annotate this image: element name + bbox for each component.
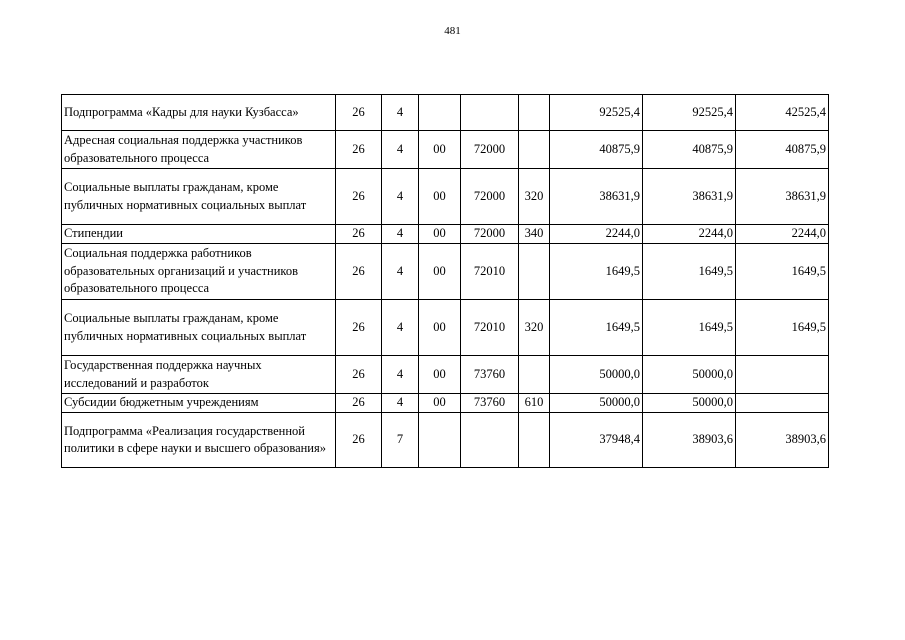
cell-program: 4 xyxy=(382,131,419,169)
cell-value-3: 40875,9 xyxy=(736,131,829,169)
table-row xyxy=(62,356,829,394)
cell-value-3: 2244,0 xyxy=(736,225,829,244)
cell-value-2: 1649,5 xyxy=(643,300,736,356)
cell-ministry: 26 xyxy=(336,131,382,169)
cell-program: 4 xyxy=(382,356,419,394)
cell-value-3: 38631,9 xyxy=(736,169,829,225)
table-row xyxy=(62,225,829,244)
row-name: Социальные выплаты гражданам, кроме публичных нормативных социальных выплат xyxy=(62,169,336,225)
cell-value-3: 42525,4 xyxy=(736,95,829,131)
cell-subprogram: 00 xyxy=(419,131,461,169)
cell-program: 4 xyxy=(382,169,419,225)
cell-value-3 xyxy=(736,394,829,413)
cell-ministry: 26 xyxy=(336,169,382,225)
cell-subprogram: 00 xyxy=(419,169,461,225)
cell-program: 4 xyxy=(382,95,419,131)
table-row xyxy=(62,300,829,356)
table-row xyxy=(62,169,829,225)
cell-ministry: 26 xyxy=(336,413,382,468)
cell-program: 4 xyxy=(382,394,419,413)
cell-subprogram: 00 xyxy=(419,394,461,413)
cell-direction xyxy=(461,413,519,468)
cell-ministry: 26 xyxy=(336,356,382,394)
cell-value-2: 92525,4 xyxy=(643,95,736,131)
cell-subprogram xyxy=(419,413,461,468)
cell-expense-type: 340 xyxy=(519,225,550,244)
cell-expense-type: 320 xyxy=(519,300,550,356)
cell-program: 4 xyxy=(382,225,419,244)
cell-value-3: 1649,5 xyxy=(736,300,829,356)
budget-table xyxy=(61,94,829,468)
cell-subprogram: 00 xyxy=(419,356,461,394)
cell-value-2: 50000,0 xyxy=(643,394,736,413)
cell-value-2: 40875,9 xyxy=(643,131,736,169)
row-name: Стипендии xyxy=(62,225,336,244)
cell-expense-type: 320 xyxy=(519,169,550,225)
cell-ministry: 26 xyxy=(336,300,382,356)
cell-subprogram: 00 xyxy=(419,225,461,244)
cell-expense-type xyxy=(519,95,550,131)
cell-value-1: 92525,4 xyxy=(550,95,643,131)
cell-direction: 72010 xyxy=(461,300,519,356)
cell-value-2: 38631,9 xyxy=(643,169,736,225)
cell-value-1: 2244,0 xyxy=(550,225,643,244)
cell-value-3: 38903,6 xyxy=(736,413,829,468)
cell-program: 4 xyxy=(382,300,419,356)
cell-direction: 72000 xyxy=(461,131,519,169)
cell-value-1: 37948,4 xyxy=(550,413,643,468)
cell-direction xyxy=(461,95,519,131)
cell-direction: 73760 xyxy=(461,394,519,413)
cell-program: 4 xyxy=(382,244,419,300)
cell-value-1: 1649,5 xyxy=(550,244,643,300)
table-row xyxy=(62,244,829,300)
cell-value-3: 1649,5 xyxy=(736,244,829,300)
cell-direction: 73760 xyxy=(461,356,519,394)
cell-value-3 xyxy=(736,356,829,394)
cell-direction: 72010 xyxy=(461,244,519,300)
cell-direction: 72000 xyxy=(461,169,519,225)
table-row xyxy=(62,413,829,468)
cell-expense-type: 610 xyxy=(519,394,550,413)
cell-program: 7 xyxy=(382,413,419,468)
cell-value-2: 2244,0 xyxy=(643,225,736,244)
cell-subprogram: 00 xyxy=(419,244,461,300)
row-name: Подпрограмма «Кадры для науки Кузбасса» xyxy=(62,95,336,131)
cell-value-2: 1649,5 xyxy=(643,244,736,300)
cell-ministry: 26 xyxy=(336,394,382,413)
row-name: Социальная поддержка работников образовательных организаций и участников образовательного процесса xyxy=(62,244,336,300)
cell-value-2: 50000,0 xyxy=(643,356,736,394)
table-row xyxy=(62,131,829,169)
row-name: Государственная поддержка научных исследований и разработок xyxy=(62,356,336,394)
cell-value-1: 50000,0 xyxy=(550,394,643,413)
cell-expense-type xyxy=(519,356,550,394)
page-number: 481 xyxy=(444,25,461,37)
cell-expense-type xyxy=(519,131,550,169)
cell-expense-type xyxy=(519,413,550,468)
cell-value-2: 38903,6 xyxy=(643,413,736,468)
cell-value-1: 40875,9 xyxy=(550,131,643,169)
cell-ministry: 26 xyxy=(336,244,382,300)
cell-subprogram: 00 xyxy=(419,300,461,356)
cell-value-1: 38631,9 xyxy=(550,169,643,225)
cell-ministry: 26 xyxy=(336,95,382,131)
cell-direction: 72000 xyxy=(461,225,519,244)
cell-ministry: 26 xyxy=(336,225,382,244)
table-row xyxy=(62,95,829,131)
cell-value-1: 50000,0 xyxy=(550,356,643,394)
row-name: Субсидии бюджетным учреждениям xyxy=(62,394,336,413)
cell-subprogram xyxy=(419,95,461,131)
row-name: Адресная социальная поддержка участников образовательного процесса xyxy=(62,131,336,169)
cell-expense-type xyxy=(519,244,550,300)
row-name: Социальные выплаты гражданам, кроме публичных нормативных социальных выплат xyxy=(62,300,336,356)
cell-value-1: 1649,5 xyxy=(550,300,643,356)
row-name: Подпрограмма «Реализация государственной политики в сфере науки и высшего образования» xyxy=(62,413,336,468)
table-row xyxy=(62,394,829,413)
